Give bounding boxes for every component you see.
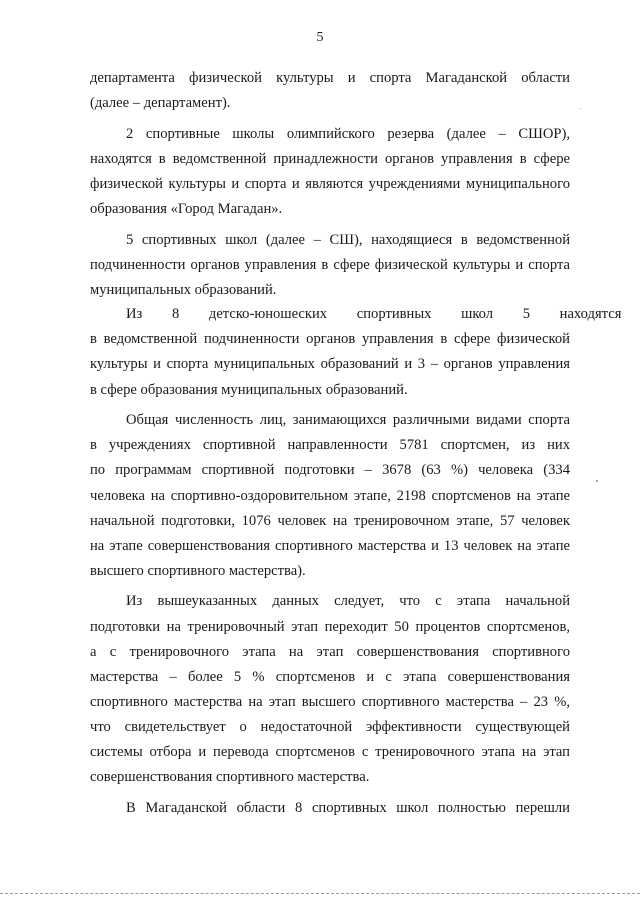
page-number: 5: [316, 30, 324, 45]
text-line: культуры и спорта муниципальных образований и 3 – органов управления: [90, 356, 570, 372]
text-line: (далее – департамент).: [90, 95, 231, 111]
text-line: В Магаданской области 8 спортивных школ полностью перешли: [126, 800, 570, 816]
text-line: в сфере образования муниципальных образований.: [90, 382, 408, 398]
text-line: на этапе совершенствования спортивного мастерства и 13 человек на этапе: [90, 538, 570, 554]
text-line: физической культуры и спорта и являются учреждениями муниципального: [90, 176, 570, 192]
scan-speck: [596, 480, 598, 482]
text-line: спортивного мастерства на этап высшего спортивного мастерства – 23 %,: [90, 694, 570, 710]
text-line: а с тренировочного этапа на этап совершенствования спортивного: [90, 644, 570, 660]
text-line: начальной подготовки, 1076 человек на тренировочном этапе, 57 человек: [90, 513, 570, 529]
text-line: в учреждениях спортивной направленности 5781 спортсмен, из них: [90, 437, 570, 453]
text-line: что свидетельствует о недостаточной эффективности существующей: [90, 719, 570, 735]
text-line: мастерства – более 5 % спортсменов и с этапа совершенствования: [90, 669, 570, 685]
text-line: Из 8 детско-юношеских спортивных школ 5 находятся: [126, 306, 622, 322]
text-line: человека на спортивно-оздоровительном этапе, 2198 спортсменов на этапе: [90, 488, 570, 504]
scan-speck: [580, 108, 581, 109]
text-line: 2 спортивные школы олимпийского резерва (далее – СШОР),: [126, 126, 570, 142]
text-line: по программам спортивной подготовки – 3678 (63 %) человека (334: [90, 462, 570, 478]
text-line: образования «Город Магадан».: [90, 201, 283, 217]
text-line: системы отбора и перевода спортсменов с тренировочного этапа на этап: [90, 744, 570, 760]
text-line: высшего спортивного мастерства).: [90, 563, 306, 579]
text-line: находятся в ведомственной принадлежности органов управления в сфере: [90, 151, 570, 167]
text-line: в ведомственной подчиненности органов управления в сфере физической: [90, 331, 570, 347]
text-line: подготовки на тренировочный этап переходит 50 процентов спортсменов,: [90, 619, 570, 635]
text-line: 5 спортивных школ (далее – СШ), находящиеся в ведомственной: [126, 232, 570, 248]
text-line: совершенствования спортивного мастерства.: [90, 769, 370, 785]
text-line: муниципальных образований.: [90, 282, 277, 298]
text-line: Из вышеуказанных данных следует, что с этапа начальной: [126, 593, 570, 609]
bottom-edge-rule: [0, 893, 640, 894]
text-line: подчиненности органов управления в сфере физической культуры и спорта: [90, 257, 570, 273]
text-line: Общая численность лиц, занимающихся различными видами спорта: [126, 412, 570, 428]
text-line: департамента физической культуры и спорта Магаданской области: [90, 70, 570, 86]
